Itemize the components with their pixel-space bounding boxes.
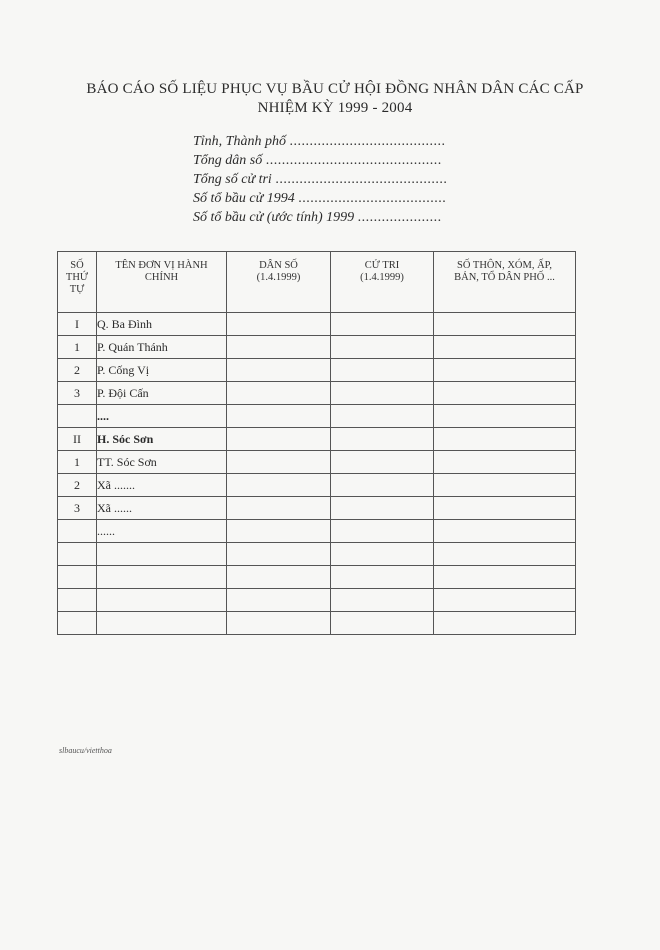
table-row — [58, 566, 576, 589]
info-fields — [193, 132, 447, 227]
row-villages-cell — [434, 520, 576, 543]
title-line-1: BÁO CÁO SỐ LIỆU PHỤC VỤ BẦU CỬ HỘI ĐỒNG NHÂN DÂN CÁC CẤP — [86, 81, 584, 97]
row-name: .... — [97, 405, 227, 428]
row-villages-cell — [434, 336, 576, 359]
row-population-cell — [227, 405, 331, 428]
header-population — [227, 252, 331, 313]
row-name — [97, 566, 227, 589]
row-villages-cell — [434, 405, 576, 428]
row-stt — [58, 566, 97, 589]
title-line-2: NHIỆM KỲ 1999 - 2004 — [257, 100, 413, 116]
row-name: P. Cống Vị — [97, 359, 227, 382]
row-stt: I — [58, 313, 97, 336]
info-field-groups-1999 — [193, 208, 447, 227]
table-row — [58, 382, 576, 405]
table-row — [58, 336, 576, 359]
report-title — [40, 80, 630, 118]
header-name — [97, 252, 227, 313]
row-voters-cell — [331, 382, 434, 405]
row-population-cell — [227, 474, 331, 497]
row-voters-cell — [331, 313, 434, 336]
row-population-cell — [227, 589, 331, 612]
row-villages-cell — [434, 543, 576, 566]
row-voters-cell — [331, 612, 434, 635]
row-stt — [58, 520, 97, 543]
header-voters-text: CỬ TRI — [364, 260, 400, 271]
row-name: H. Sóc Sơn — [97, 428, 227, 451]
header-voters — [331, 252, 434, 313]
row-population-cell — [227, 543, 331, 566]
footer-note: slbaucu/vietthoa — [59, 746, 112, 755]
table-row — [58, 313, 576, 336]
info-dots: ..................... — [357, 210, 442, 225]
row-voters-cell — [331, 497, 434, 520]
row-villages-cell — [434, 382, 576, 405]
info-dots: ..................................... — [298, 191, 447, 206]
row-villages-cell — [434, 474, 576, 497]
row-population-cell — [227, 336, 331, 359]
info-field-population — [193, 151, 447, 170]
header-name-text: TÊN ĐƠN VỊ HÀNH CHÍNH — [115, 260, 208, 283]
row-stt — [58, 543, 97, 566]
row-stt — [58, 612, 97, 635]
table-row — [58, 428, 576, 451]
report-table — [57, 251, 576, 635]
row-name: Xã ....... — [97, 474, 227, 497]
row-stt: 2 — [58, 359, 97, 382]
row-voters-cell — [331, 566, 434, 589]
row-population-cell — [227, 566, 331, 589]
row-voters-cell — [331, 589, 434, 612]
table-row — [58, 497, 576, 520]
table-row — [58, 520, 576, 543]
row-villages-cell — [434, 451, 576, 474]
info-field-voters — [193, 170, 447, 189]
row-voters-cell — [331, 336, 434, 359]
info-dots: ............................................ — [265, 153, 442, 168]
row-stt: 3 — [58, 497, 97, 520]
table-row — [58, 543, 576, 566]
row-population-cell — [227, 451, 331, 474]
row-population-cell — [227, 612, 331, 635]
info-dots: ........................................... — [275, 172, 448, 187]
row-population-cell — [227, 359, 331, 382]
table-row — [58, 589, 576, 612]
info-label: Tỉnh, Thành phố — [193, 134, 286, 149]
row-population-cell — [227, 428, 331, 451]
row-stt — [58, 589, 97, 612]
row-name — [97, 589, 227, 612]
header-population-text: DÂN SỐ — [259, 260, 298, 271]
row-stt: 1 — [58, 336, 97, 359]
row-villages-cell — [434, 313, 576, 336]
info-field-province — [193, 132, 447, 151]
row-villages-cell — [434, 497, 576, 520]
row-villages-cell — [434, 428, 576, 451]
row-name — [97, 612, 227, 635]
row-name — [97, 543, 227, 566]
row-voters-cell — [331, 405, 434, 428]
info-dots: ....................................... — [289, 134, 446, 149]
row-voters-cell — [331, 520, 434, 543]
row-name: Q. Ba Đình — [97, 313, 227, 336]
row-population-cell — [227, 520, 331, 543]
table-header-row — [58, 252, 576, 313]
row-voters-cell — [331, 359, 434, 382]
row-villages-cell — [434, 589, 576, 612]
header-villages — [434, 252, 576, 313]
info-label: Tổng dân số — [193, 153, 263, 168]
table-row — [58, 612, 576, 635]
row-name: P. Đội Cấn — [97, 382, 227, 405]
info-label: Số tổ bầu cử 1994 — [193, 191, 295, 206]
row-population-cell — [227, 382, 331, 405]
row-population-cell — [227, 497, 331, 520]
row-voters-cell — [331, 474, 434, 497]
row-voters-cell — [331, 543, 434, 566]
row-villages-cell — [434, 566, 576, 589]
row-stt: II — [58, 428, 97, 451]
row-voters-cell — [331, 428, 434, 451]
row-name: ...... — [97, 520, 227, 543]
header-stt — [58, 252, 97, 313]
header-population-date: (1.4.1999) — [256, 272, 301, 283]
row-voters-cell — [331, 451, 434, 474]
row-stt — [58, 405, 97, 428]
info-label: Tổng số cử tri — [193, 172, 272, 187]
header-villages-text: SỐ THÔN, XÓM, ẤP, BẢN, TỔ DÂN PHỐ ... — [454, 260, 555, 283]
row-stt: 3 — [58, 382, 97, 405]
table-row — [58, 405, 576, 428]
table-row — [58, 451, 576, 474]
info-field-groups-1994 — [193, 189, 447, 208]
row-stt: 2 — [58, 474, 97, 497]
header-voters-date: (1.4.1999) — [360, 272, 404, 283]
row-name: Xã ...... — [97, 497, 227, 520]
info-label: Số tổ bầu cử (ước tính) 1999 — [193, 210, 355, 225]
table-row — [58, 359, 576, 382]
table-row — [58, 474, 576, 497]
row-stt: 1 — [58, 451, 97, 474]
row-villages-cell — [434, 612, 576, 635]
row-population-cell — [227, 313, 331, 336]
row-name: P. Quán Thánh — [97, 336, 227, 359]
row-name: TT. Sóc Sơn — [97, 451, 227, 474]
header-stt-text: SỐ THỨ TỰ — [65, 260, 89, 295]
row-villages-cell — [434, 359, 576, 382]
